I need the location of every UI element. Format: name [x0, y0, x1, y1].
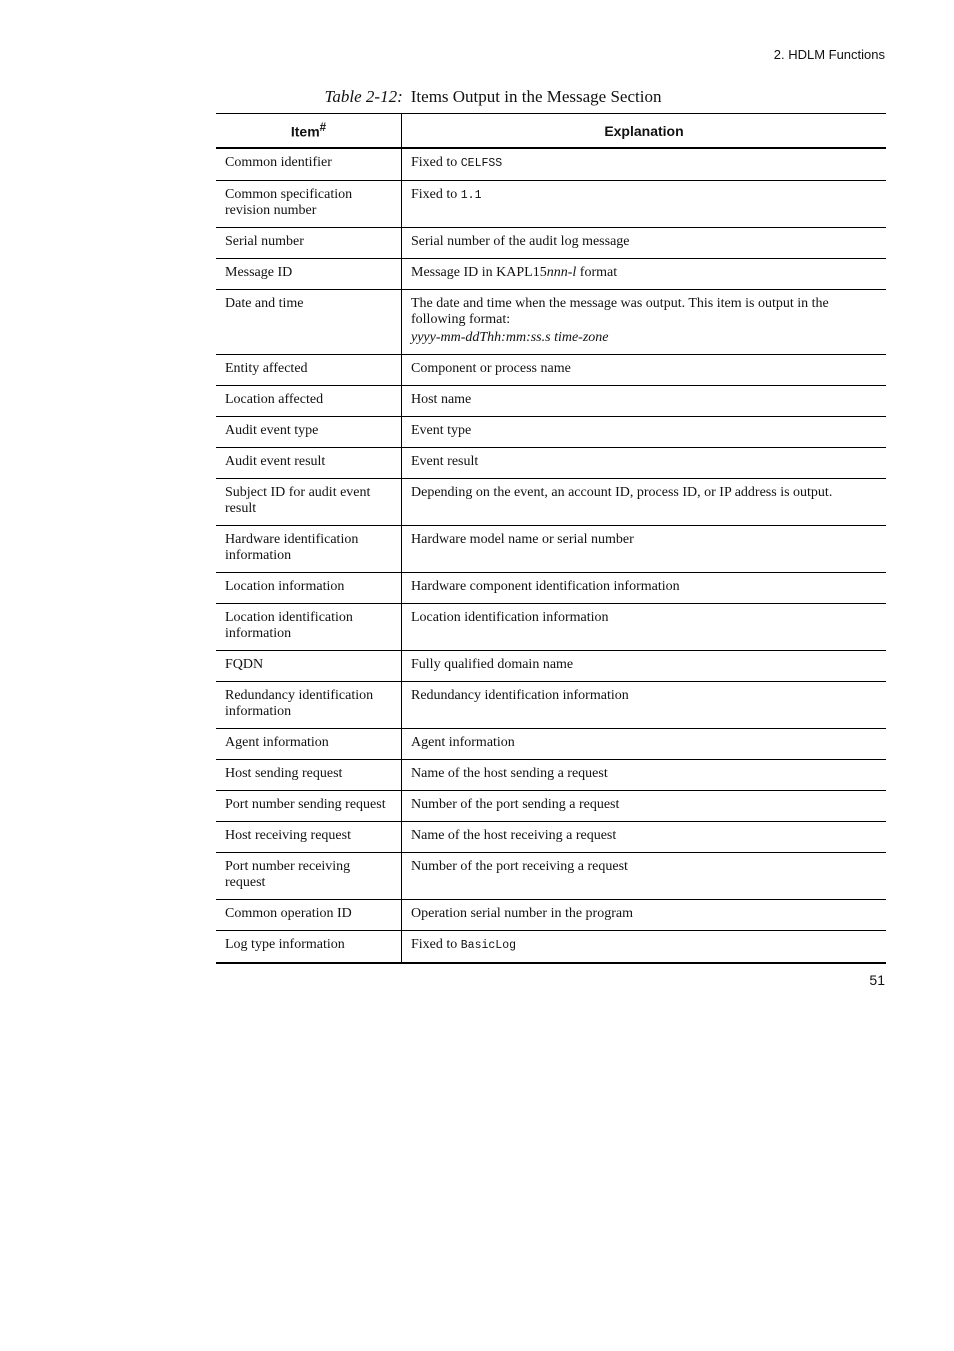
table-row: [216, 900, 886, 931]
table-row: [216, 651, 886, 682]
item-cell: Host sending request: [216, 760, 402, 791]
table-row: [216, 682, 886, 729]
table-row: [216, 526, 886, 573]
table-caption: [216, 87, 770, 107]
table-row: [216, 791, 886, 822]
item-cell: Message ID: [216, 259, 402, 290]
item-cell: Redundancy identification information: [216, 682, 402, 729]
explanation-cell: Name of the host sending a request: [411, 766, 608, 781]
table-row: [216, 479, 886, 526]
table-row: [216, 931, 886, 964]
explanation-cell: Fully qualified domain name: [411, 657, 574, 672]
table-row: [216, 181, 886, 228]
item-cell: FQDN: [216, 651, 402, 682]
header-item: [216, 114, 402, 149]
explanation-italic: nnn-l: [546, 265, 577, 280]
table-row: [216, 290, 886, 355]
table-row: [216, 604, 886, 651]
table-row: [216, 417, 886, 448]
explanation-cell: Number of the port receiving a request: [411, 859, 628, 874]
explanation-cell: Event type: [411, 423, 472, 438]
table-row: [216, 228, 886, 259]
explanation-cell: [402, 931, 887, 964]
item-cell: Serial number: [216, 228, 402, 259]
item-cell: Entity affected: [216, 355, 402, 386]
item-cell: Common operation ID: [216, 900, 402, 931]
explanation-cell: Event result: [411, 454, 479, 469]
running-header: 2. HDLM Functions: [773, 47, 885, 62]
explanation-cell: [402, 290, 887, 355]
item-cell: Port number receiving request: [216, 853, 402, 900]
explanation-cell: Hardware model name or serial number: [411, 532, 634, 547]
table-row: [216, 760, 886, 791]
item-cell: Audit event type: [216, 417, 402, 448]
header-item-label: Item: [290, 123, 320, 140]
item-cell: Audit event result: [216, 448, 402, 479]
table-row: [216, 822, 886, 853]
date-format-line: yyyy-mm-ddThh:mm:ss.s time-zone: [411, 330, 609, 345]
item-cell: Subject ID for audit event result: [216, 479, 402, 526]
header-item-footnote-mark: #: [319, 121, 327, 135]
explanation-cell: Depending on the event, an account ID, process ID, or IP address is output.: [411, 485, 833, 500]
item-cell: Host receiving request: [216, 822, 402, 853]
explanation-cell: Redundancy identification information: [411, 688, 629, 703]
table-row: [216, 355, 886, 386]
explanation-text: The date and time when the message was output. This item is output in the following format:: [411, 296, 829, 327]
item-cell: Log type information: [216, 931, 402, 964]
table-row: [216, 448, 886, 479]
explanation-cell: Host name: [411, 392, 472, 407]
explanation-text: Fixed to: [411, 937, 461, 952]
explanation-code: BasicLog: [460, 939, 516, 952]
table-caption-title: Items Output in the Message Section: [410, 87, 662, 106]
page-number: 51: [869, 972, 885, 988]
item-cell: Hardware identification information: [216, 526, 402, 573]
explanation-cell: Agent information: [411, 735, 515, 750]
explanation-text: Fixed to: [411, 187, 461, 202]
item-cell: Agent information: [216, 729, 402, 760]
table-row: [216, 853, 886, 900]
explanation-text: Message ID in KAPL15: [411, 265, 547, 280]
explanation-cell: Serial number of the audit log message: [411, 234, 630, 249]
explanation-cell: Location identification information: [411, 610, 609, 625]
item-cell: Common specification revision number: [216, 181, 402, 228]
explanation-cell: Number of the port sending a request: [411, 797, 620, 812]
table-row: [216, 259, 886, 290]
item-cell: Port number sending request: [216, 791, 402, 822]
item-cell: Location identification information: [216, 604, 402, 651]
item-cell: Common identifier: [216, 148, 402, 181]
explanation-cell: Operation serial number in the program: [411, 906, 633, 921]
explanation-code: CELFSS: [460, 157, 503, 170]
explanation-text: Fixed to: [411, 155, 461, 170]
explanation-cell: Hardware component identification information: [411, 579, 680, 594]
header-explanation: Explanation: [604, 122, 684, 139]
explanation-cell: [402, 259, 887, 290]
explanation-cell: Name of the host receiving a request: [411, 828, 617, 843]
table-header-row: [216, 114, 886, 149]
table-row: [216, 386, 886, 417]
explanation-code: 1.1: [460, 189, 482, 202]
table-row: [216, 729, 886, 760]
table-caption-label: Table 2-12:: [324, 87, 403, 106]
table-row: [216, 148, 886, 181]
message-items-table: [216, 113, 886, 964]
item-cell: Date and time: [216, 290, 402, 355]
item-cell: Location information: [216, 573, 402, 604]
explanation-text-end: format: [576, 265, 618, 280]
explanation-cell: [402, 181, 887, 228]
table-row: [216, 573, 886, 604]
explanation-cell: [402, 148, 887, 181]
explanation-cell: Component or process name: [411, 361, 571, 376]
item-cell: Location affected: [216, 386, 402, 417]
